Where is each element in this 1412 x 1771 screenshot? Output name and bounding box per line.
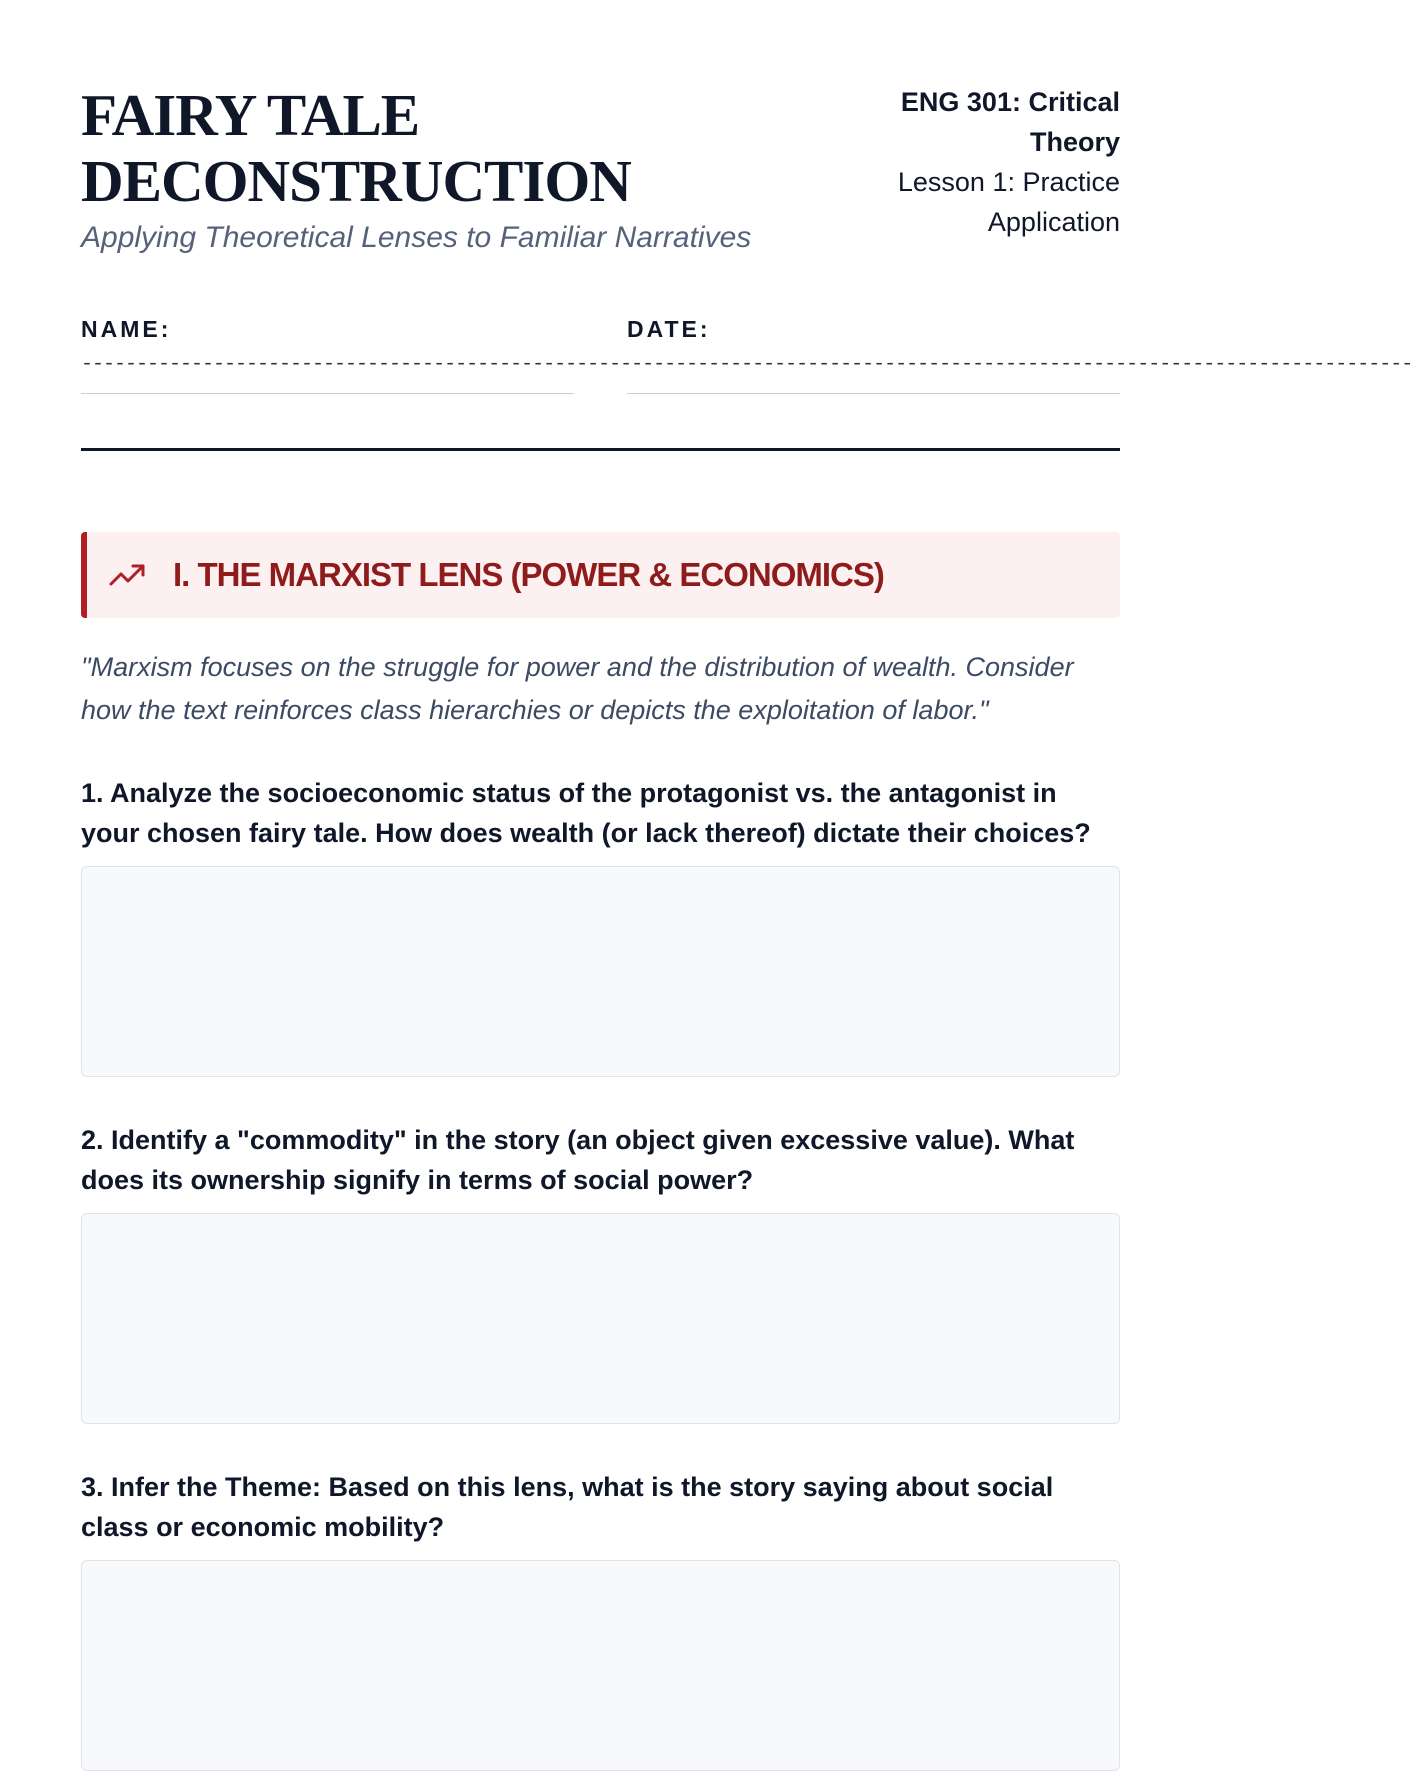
question-1: 1. Analyze the socioeconomic status of the protagonist vs. the antagonist in your chosen fairy tale. How does wealth (or lack thereof) dictate their choices?	[81, 778, 1091, 848]
question-3: 3. Infer the Theme: Based on this lens, what is the story saying about social class or economic mobility?	[81, 1472, 1054, 1542]
answer-box-1[interactable]	[81, 866, 1120, 1077]
date-field[interactable]	[627, 393, 1120, 394]
trending-up-icon	[109, 562, 147, 588]
page-title	[81, 82, 721, 214]
section-header	[81, 532, 1120, 618]
title-line-2: DECONSTRUCTION	[81, 148, 631, 214]
section-quote: "Marxism focuses on the struggle for power and the distribution of wealth. Consider how the text reinforces class hierarchies or depicts the exploitation of labor."	[81, 652, 1074, 725]
name-field[interactable]	[81, 393, 574, 394]
lesson-label: Lesson 1: Practice Application	[897, 167, 1120, 237]
page-subtitle: Applying Theoretical Lenses to Familiar Narratives	[81, 221, 752, 254]
answer-box-2[interactable]	[81, 1213, 1120, 1424]
question-2: 2. Identify a "commodity" in the story (an object given excessive value). What does its ownership signify in terms of social power?	[81, 1125, 1075, 1195]
worksheet-page	[81, 0, 1412, 1600]
title-line-1: FAIRY TALE	[81, 82, 420, 148]
dashed-line: -------------------------------------------------------------------------------------------------------------------------	[81, 353, 1412, 376]
name-label: NAME:	[81, 316, 172, 342]
section-title: I. THE MARXIST LENS (POWER & ECONOMICS)	[173, 556, 884, 593]
answer-box-3[interactable]	[81, 1560, 1120, 1771]
header-divider	[81, 448, 1120, 451]
course-info	[820, 82, 1120, 242]
date-label: DATE:	[627, 316, 711, 342]
course-code: ENG 301: Critical Theory	[900, 87, 1120, 157]
